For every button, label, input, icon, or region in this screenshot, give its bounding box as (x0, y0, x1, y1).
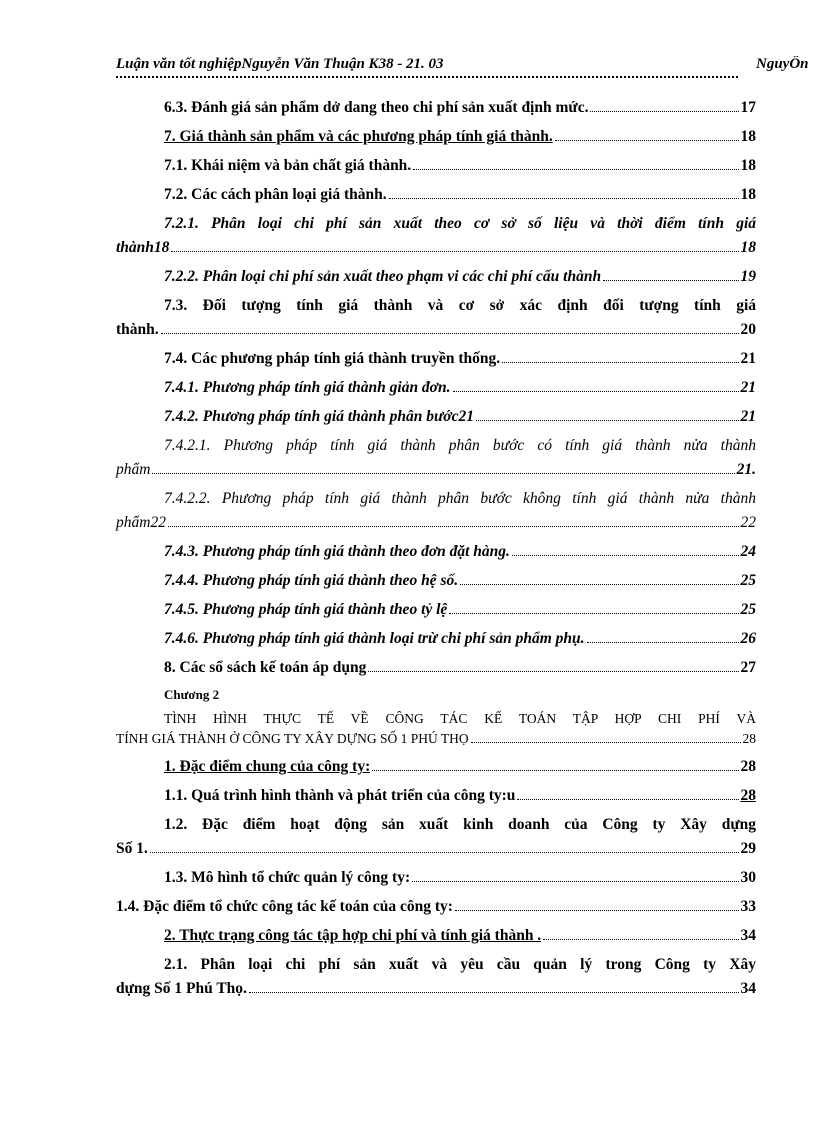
toc-entry-6-3[interactable]: 6.3. Đánh giá sản phẩm dở dang theo chi phí sản xuất định mức. 17 (116, 96, 756, 125)
toc-page: 25 (740, 572, 756, 589)
toc-page: 18 (740, 186, 756, 203)
toc-entry-c2-1[interactable]: 1. Đặc điểm chung của công ty: 28 (116, 755, 756, 784)
toc-page: 18 (740, 128, 756, 145)
toc-entry-7-3[interactable]: 7.3. Đối tượng tính giá thành và cơ sở xác định đối tượng tính giá thành. 20 (116, 294, 756, 342)
toc-entry-7-4-4[interactable]: 7.4.4. Phương pháp tính giá thành theo hệ số. 25 (116, 569, 756, 598)
toc-page: 21. (736, 461, 756, 478)
toc-entry-c2-1-1[interactable]: 1.1. Quá trình hình thành và phát triển của công ty:u 28 (116, 784, 756, 813)
toc-entry-7-2-1[interactable]: 7.2.1. Phân loại chi phí sản xuất theo cơ sở số liệu và thời điểm tính giá thành18 18 (116, 212, 756, 260)
toc-entry-7-4-2[interactable]: 7.4.2. Phương pháp tính giá thành phân bước21 21 (116, 405, 756, 434)
toc-entry-chapter-2-title[interactable]: TÌNH HÌNH THỰC TẾ VỀ CÔNG TÁC KẾ TOÁN TẬP HỢP CHI PHÍ VÀ TÍNH GIÁ THÀNH Ở CÔNG TY XÂY DỰNG SỐ 1 PHÚ THỌ 28 (116, 709, 756, 749)
toc-page: 28 (742, 731, 756, 746)
toc-entry-7-4-5[interactable]: 7.4.5. Phương pháp tính giá thành theo tỷ lệ 25 (116, 598, 756, 627)
toc-page: 33 (740, 898, 756, 915)
toc-page: 21 (740, 408, 756, 425)
toc-entry-c2-1-4[interactable]: 1.4. Đặc điểm tổ chức công tác kế toán của công ty: 33 (116, 895, 756, 924)
toc-page: 29 (740, 840, 756, 857)
table-of-contents (116, 96, 756, 1006)
toc-page: 26 (740, 630, 756, 647)
toc-page: 30 (740, 869, 756, 886)
toc-page: 24 (740, 543, 756, 560)
toc-page: 18 (740, 239, 756, 256)
header-author: NguyÔn (756, 56, 809, 72)
toc-entry-8[interactable]: 8. Các sổ sách kế toán áp dụng 27 (116, 656, 756, 685)
header-title: Luận văn tốt nghiệpNguyễn Văn Thuận K38 - 21. 03 (116, 56, 444, 72)
toc-entry-7-4-2-2[interactable]: 7.4.2.2. Phương pháp tính giá thành phân bước không tính giá thành nửa thành phẩm22 22 (116, 487, 756, 535)
toc-page: 34 (740, 980, 756, 997)
toc-page: 19 (740, 268, 756, 285)
toc-page: 34 (740, 927, 756, 944)
toc-entry-7-2[interactable]: 7.2. Các cách phân loại giá thành. 18 (116, 183, 756, 212)
toc-entry-7-4[interactable]: 7.4. Các phương pháp tính giá thành truyền thống. 21 (116, 347, 756, 376)
toc-page: 28 (740, 787, 756, 804)
toc-entry-c2-2-1[interactable]: 2.1. Phân loại chi phí sản xuất và yêu cầu quản lý trong Công ty Xây dựng Số 1 Phú Thọ. 34 (116, 953, 756, 1001)
toc-page: 20 (740, 321, 756, 338)
toc-entry-c2-2[interactable]: 2. Thực trạng công tác tập hợp chi phí và tính giá thành . 34 (116, 924, 756, 953)
toc-entry-7-1[interactable]: 7.1. Khái niệm và bản chất giá thành. 18 (116, 154, 756, 183)
toc-entry-7-4-1[interactable]: 7.4.1. Phương pháp tính giá thành giản đơn. 21 (116, 376, 756, 405)
toc-page: 21 (740, 379, 756, 396)
toc-entry-7-4-2-1[interactable]: 7.4.2.1. Phương pháp tính giá thành phân bước có tính giá thành nửa thành phẩm 21. (116, 434, 756, 482)
toc-entry-7-2-2[interactable]: 7.2.2. Phân loại chi phí sản xuất theo phạm vi các chi phí cấu thành 19 (116, 265, 756, 294)
page-header (116, 56, 816, 76)
toc-page: 22 (740, 514, 756, 531)
toc-page: 25 (740, 601, 756, 618)
toc-page: 18 (740, 157, 756, 174)
toc-entry-7[interactable]: 7. Giá thành sản phẩm và các phương pháp tính giá thành. 18 (116, 125, 756, 154)
toc-page: 28 (740, 758, 756, 775)
toc-entry-7-4-6[interactable]: 7.4.6. Phương pháp tính giá thành loại trừ chi phí sản phẩm phụ. 26 (116, 627, 756, 656)
toc-entry-7-4-3[interactable]: 7.4.3. Phương pháp tính giá thành theo đơn đặt hàng. 24 (116, 540, 756, 569)
toc-page: 17 (740, 99, 756, 116)
toc-page: 21 (740, 350, 756, 367)
toc-page: 27 (740, 659, 756, 676)
chapter-label: Chương 2 (164, 687, 220, 702)
toc-entry-c2-1-3[interactable]: 1.3. Mô hình tổ chức quản lý công ty: 30 (116, 866, 756, 895)
toc-entry-c2-1-2[interactable]: 1.2. Đặc điểm hoạt động sản xuất kinh doanh của Công ty Xây dựng Số 1. 29 (116, 813, 756, 861)
header-divider (116, 76, 738, 78)
